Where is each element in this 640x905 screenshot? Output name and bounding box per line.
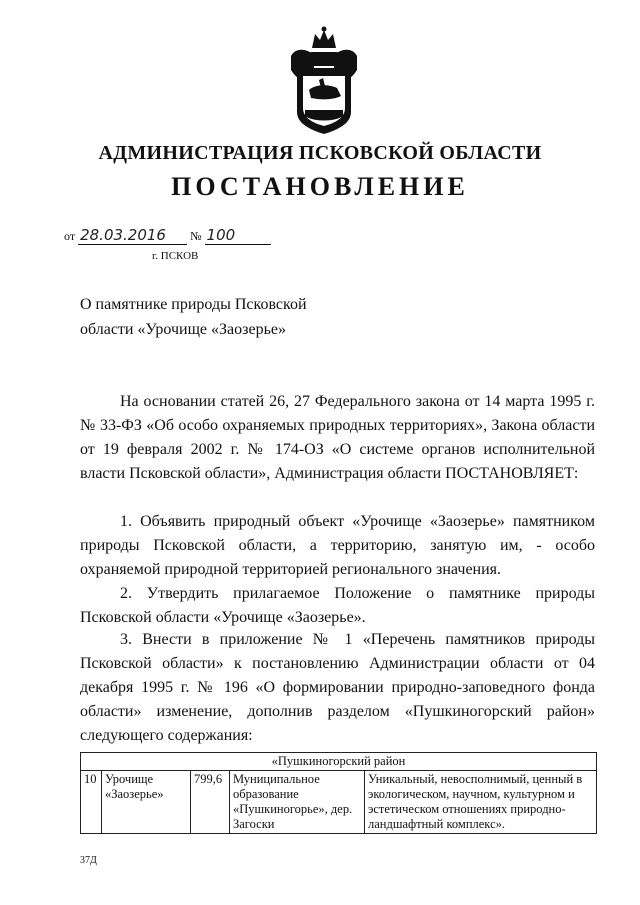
date-prefix: от xyxy=(64,229,76,243)
row-location-cell: Муниципальное образование «Пушкиногорье», дер. Загоски xyxy=(230,771,365,834)
handwritten-date: 28.03.2016 xyxy=(78,226,187,245)
monument-table xyxy=(80,752,597,834)
item-2-paragraph: 2. Утвердить прилагаемое Положение о памятнике природы Псковской области «Урочище «Заозерье». xyxy=(80,585,595,626)
date-number-line xyxy=(64,226,271,245)
row-number-cell: 10 xyxy=(81,771,102,834)
preamble-paragraph: На основании статей 26, 27 Федерального закона от 14 марта 1995 г. № 33-ФЗ «Об особо охраняемых природных территориях», Закона области от 19 февраля 2002 г. № 174-ОЗ «О системе органов исполнительной власти Псковской области», Администрация области ПОСТАНОВЛЯЕТ: xyxy=(80,393,595,482)
city-label: г. ПСКОВ xyxy=(152,250,199,262)
section-header-cell: «Пушкиногорский район xyxy=(81,753,597,771)
footer-code: 37Д xyxy=(80,855,97,866)
organization-title: АДМИНИСТРАЦИЯ ПСКОВСКОЙ ОБЛАСТИ xyxy=(98,142,542,164)
document-type-title: ПОСТАНОВЛЕНИЕ xyxy=(171,172,469,201)
item-1-paragraph: 1. Объявить природный объект «Урочище «Заозерье» памятником природы Псковской области, а территорию, занятую им, - особо охраняемой природной территорией регионального значения. xyxy=(80,513,595,578)
coat-of-arms-emblem xyxy=(285,26,363,136)
row-area-cell: 799,6 xyxy=(191,771,230,834)
subject-line-1: О памятнике природы Псковской xyxy=(80,296,307,313)
row-name-cell: Урочище «Заозерье» xyxy=(102,771,191,834)
subject-line-2: области «Урочище «Заозерье» xyxy=(80,321,286,338)
table-section-row xyxy=(81,753,597,771)
handwritten-number: 100 xyxy=(205,226,271,245)
number-prefix: № xyxy=(190,229,202,243)
row-description-cell: Уникальный, невосполнимый, ценный в экологическом, научном, культурном и эстетическом отношениях природно-ландшафтный комплекс». xyxy=(365,771,597,834)
table-row xyxy=(81,771,597,834)
item-3-paragraph: 3. Внести в приложение № 1 «Перечень памятников природы Псковской области» к постановлению Администрации области от 04 декабря 1995 г. № 196 «О формировании природно-заповедного фонда области» изменение, дополнив разделом «Пушкиногорский район» следующего содержания: xyxy=(80,631,595,744)
document-subject xyxy=(80,292,307,342)
